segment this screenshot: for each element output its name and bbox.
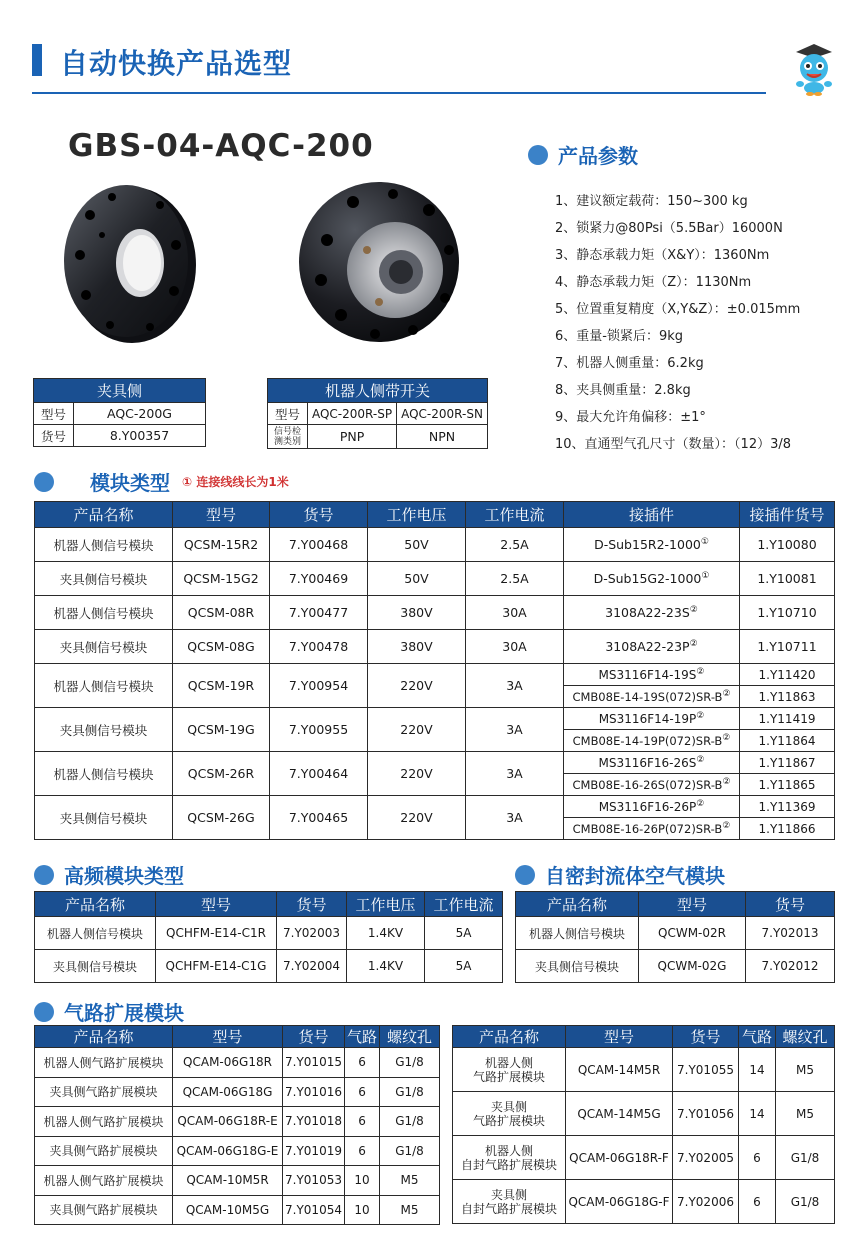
table-cell: QCSM-26G xyxy=(173,796,270,840)
robot-side-caption: 机器人侧带开关 xyxy=(268,379,488,403)
table-cell: 机器人侧信号模块 xyxy=(35,752,173,796)
table-cell: M5 xyxy=(776,1092,835,1136)
table-cell: 7.Y02004 xyxy=(277,950,347,983)
table-cell: 夹具侧信号模块 xyxy=(35,562,173,596)
table-cell: 机器人侧信号模块 xyxy=(516,917,639,950)
table-cell: 7.Y02013 xyxy=(746,917,835,950)
table-cell: 7.Y00465 xyxy=(270,796,368,840)
table-cell: 3A xyxy=(466,664,564,708)
table-cell: G1/8 xyxy=(776,1180,835,1224)
table-cell xyxy=(564,774,740,796)
product-name-line1: 机器人侧 xyxy=(484,1055,533,1070)
product-name-line2: 自封气路扩展模块 xyxy=(460,1157,557,1172)
product-name-line1: 夹具侧 xyxy=(490,1187,527,1202)
bullet-dot-icon xyxy=(34,865,54,885)
table-cell: M5 xyxy=(776,1048,835,1092)
table-cell: 1.Y11369 xyxy=(740,796,835,818)
table-cell: QCAM-06G18R-E xyxy=(173,1107,283,1137)
table-row xyxy=(35,752,835,774)
title-divider xyxy=(32,92,766,94)
table-cell: QCWM-02G xyxy=(639,950,746,983)
table-cell: 3A xyxy=(466,708,564,752)
table-cell: 夹具侧气路扩展模块 xyxy=(35,1136,173,1166)
table-cell: 7.Y02005 xyxy=(673,1136,739,1180)
table-cell xyxy=(564,562,740,596)
col-header: 货号 xyxy=(673,1026,739,1048)
table-cell: 6 xyxy=(345,1077,380,1107)
col-header: 工作电压 xyxy=(368,502,466,528)
table-row xyxy=(453,1180,835,1224)
table-cell: G1/8 xyxy=(380,1136,440,1166)
col-header: 气路 xyxy=(345,1026,380,1048)
table-cell: 220V xyxy=(368,708,466,752)
mascot-logo-icon xyxy=(788,40,840,96)
table-cell: 30A xyxy=(466,596,564,630)
footnote-mark: ② xyxy=(696,755,705,765)
module-note: ① 连接线线长为1米 xyxy=(182,475,289,489)
table-cell: 机器人侧信号模块 xyxy=(35,664,173,708)
table-cell: PNP xyxy=(308,425,397,449)
table-cell: G1/8 xyxy=(776,1136,835,1180)
table-row xyxy=(453,1092,835,1136)
table-cell: 1.Y10081 xyxy=(740,562,835,596)
table-row xyxy=(453,1136,835,1180)
table-cell xyxy=(564,664,740,686)
table-cell: 机器人侧信号模块 xyxy=(35,596,173,630)
product-name-line2: 气路扩展模块 xyxy=(472,1069,545,1084)
product-name-line1: 机器人侧 xyxy=(484,1143,533,1158)
table-cell: 夹具侧信号模块 xyxy=(516,950,639,983)
col-header: 产品名称 xyxy=(35,502,173,528)
col-header: 工作电压 xyxy=(347,892,425,917)
robot-side-table xyxy=(267,378,488,449)
table-cell: 1.Y10080 xyxy=(740,528,835,562)
table-cell: 220V xyxy=(368,752,466,796)
table-cell: 6 xyxy=(739,1136,776,1180)
table-row xyxy=(35,950,503,983)
table-cell: 7.Y00955 xyxy=(270,708,368,752)
footnote-mark: ② xyxy=(722,821,731,832)
table-cell: 3A xyxy=(466,752,564,796)
table-cell xyxy=(268,425,308,449)
params-title: 产品参数 xyxy=(558,144,638,168)
table-row xyxy=(516,950,835,983)
title-accent-bar xyxy=(32,44,42,76)
col-header: 工作电流 xyxy=(425,892,503,917)
table-cell: 机器人侧信号模块 xyxy=(35,917,156,950)
connector-name: CMB08E-14-19S(072)SR-B xyxy=(572,689,723,704)
table-cell: 30A xyxy=(466,630,564,664)
product-name-line1: 夹具侧 xyxy=(490,1099,527,1114)
col-header: 接插件 xyxy=(564,502,740,528)
footnote-mark: ② xyxy=(689,638,698,649)
table-cell: 机器人侧气路扩展模块 xyxy=(35,1048,173,1078)
footnote-mark: ② xyxy=(696,799,705,809)
table-cell: QCWM-02R xyxy=(639,917,746,950)
table-cell xyxy=(564,796,740,818)
table-row xyxy=(35,917,503,950)
col-header: 型号 xyxy=(639,892,746,917)
table-cell: QCSM-19R xyxy=(173,664,270,708)
table-row xyxy=(35,1048,440,1078)
col-header: 型号 xyxy=(173,502,270,528)
table-cell: QCHFM-E14-C1R xyxy=(156,917,277,950)
params-list xyxy=(555,188,800,458)
product-name-line2: 气路扩展模块 xyxy=(472,1113,545,1128)
table-cell: 机器人侧气路扩展模块 xyxy=(35,1107,173,1137)
table-cell: 夹具侧信号模块 xyxy=(35,796,173,840)
param-item: 7、机器人侧重量：6.2kg xyxy=(555,356,704,371)
table-row xyxy=(35,630,835,664)
connector-name: MS3116F14-19P xyxy=(598,712,697,726)
table-cell: M5 xyxy=(380,1195,440,1225)
fluid-table xyxy=(515,891,835,983)
page-title: 自动快换产品选型 xyxy=(60,47,293,80)
table-cell xyxy=(564,596,740,630)
params-heading xyxy=(528,140,638,169)
table-cell: 1.4KV xyxy=(347,917,425,950)
table-row xyxy=(35,562,835,596)
table-cell: 50V xyxy=(368,528,466,562)
table-cell: AQC-200R-SP xyxy=(308,403,397,425)
table-cell: 7.Y02006 xyxy=(673,1180,739,1224)
table-cell: 7.Y00477 xyxy=(270,596,368,630)
table-cell: 7.Y01018 xyxy=(283,1107,345,1137)
table-cell: 7.Y00954 xyxy=(270,664,368,708)
table-cell: G1/8 xyxy=(380,1107,440,1137)
module-table xyxy=(34,501,835,840)
col-header: 螺纹孔 xyxy=(776,1026,835,1048)
table-cell: G1/8 xyxy=(380,1077,440,1107)
param-item: 4、静态承载力矩（Z）：1130Nm xyxy=(555,275,752,290)
table-row xyxy=(35,528,835,562)
table-row xyxy=(35,1195,440,1225)
param-item: 10、直通型气孔尺寸（数量）：（12）3/8 xyxy=(555,437,792,452)
table-cell: 5A xyxy=(425,917,503,950)
signal-label-line1: 信号检 xyxy=(273,426,301,437)
hf-heading xyxy=(34,860,184,889)
table-cell: 7.Y01054 xyxy=(283,1195,345,1225)
table-cell: QCSM-15R2 xyxy=(173,528,270,562)
footnote-mark: ② xyxy=(696,711,705,721)
table-cell: QCAM-14M5R xyxy=(566,1048,673,1092)
table-cell xyxy=(564,708,740,730)
table-cell: QCAM-06G18R xyxy=(173,1048,283,1078)
table-cell: 220V xyxy=(368,664,466,708)
table-cell: QCSM-19G xyxy=(173,708,270,752)
table-cell xyxy=(564,730,740,752)
footnote-mark: ② xyxy=(696,667,705,677)
table-cell: 型号 xyxy=(34,403,74,425)
table-cell: 14 xyxy=(739,1092,776,1136)
table-cell: 1.Y11419 xyxy=(740,708,835,730)
table-cell: 夹具侧气路扩展模块 xyxy=(35,1195,173,1225)
table-cell: 1.Y11866 xyxy=(740,818,835,840)
table-cell: QCAM-06G18G-F xyxy=(566,1180,673,1224)
table-row xyxy=(35,708,835,730)
tool-side-table xyxy=(33,378,206,447)
table-cell: 7.Y00464 xyxy=(270,752,368,796)
param-item: 2、锁紧力@80Psi（5.5Bar）16000N xyxy=(555,221,783,236)
table-cell: 6 xyxy=(345,1107,380,1137)
table-cell: 1.Y11863 xyxy=(740,686,835,708)
col-header: 螺纹孔 xyxy=(380,1026,440,1048)
table-row xyxy=(35,1107,440,1137)
table-cell: QCHFM-E14-C1G xyxy=(156,950,277,983)
table-cell: QCAM-14M5G xyxy=(566,1092,673,1136)
table-cell: 1.4KV xyxy=(347,950,425,983)
table-cell: QCAM-06G18G xyxy=(173,1077,283,1107)
connector-name: MS3116F14-19S xyxy=(598,668,697,682)
fluid-heading xyxy=(515,860,725,889)
table-cell: 10 xyxy=(345,1166,380,1196)
table-cell: 7.Y01019 xyxy=(283,1136,345,1166)
connector-name: 3108A22-23P xyxy=(605,639,690,655)
connector-name: D-Sub15G2-1000 xyxy=(593,571,702,587)
table-cell: 7.Y02012 xyxy=(746,950,835,983)
table-row xyxy=(453,1048,835,1092)
table-cell xyxy=(453,1136,566,1180)
module-heading xyxy=(34,467,289,496)
connector-name: MS3116F16-26S xyxy=(598,756,697,770)
table-cell: QCAM-06G18R-F xyxy=(566,1136,673,1180)
air-table-left xyxy=(34,1025,440,1225)
connector-name: CMB08E-16-26S(072)SR-B xyxy=(572,777,723,792)
table-cell: 14 xyxy=(739,1048,776,1092)
table-cell: 2.5A xyxy=(466,528,564,562)
air-table-right xyxy=(452,1025,835,1224)
connector-name: CMB08E-14-19P(072)SR-B xyxy=(572,733,723,748)
table-cell: 7.Y01056 xyxy=(673,1092,739,1136)
col-header: 货号 xyxy=(270,502,368,528)
connector-name: MS3116F16-26P xyxy=(598,800,697,814)
table-cell: 7.Y01055 xyxy=(673,1048,739,1092)
table-cell: 夹具侧气路扩展模块 xyxy=(35,1077,173,1107)
module-title: 模块类型 xyxy=(90,471,170,495)
table-cell: 7.Y00468 xyxy=(270,528,368,562)
col-header: 产品名称 xyxy=(516,892,639,917)
table-cell: 7.Y01015 xyxy=(283,1048,345,1078)
table-row xyxy=(35,664,835,686)
table-cell: 7.Y01016 xyxy=(283,1077,345,1107)
table-cell: 7.Y01053 xyxy=(283,1166,345,1196)
table-cell: 380V xyxy=(368,630,466,664)
table-cell: 夹具侧信号模块 xyxy=(35,950,156,983)
footnote-mark: ① xyxy=(700,536,709,547)
table-cell: 1.Y10711 xyxy=(740,630,835,664)
footnote-mark: ② xyxy=(722,689,731,700)
bullet-dot-icon xyxy=(515,865,535,885)
table-cell: QCAM-10M5G xyxy=(173,1195,283,1225)
table-row xyxy=(35,1136,440,1166)
table-cell xyxy=(564,752,740,774)
hf-table xyxy=(34,891,503,983)
table-cell: 1.Y11420 xyxy=(740,664,835,686)
table-cell: 7.Y02003 xyxy=(277,917,347,950)
table-cell: QCAM-06G18G-E xyxy=(173,1136,283,1166)
connector-name: D-Sub15R2-1000 xyxy=(594,537,701,553)
table-cell: 10 xyxy=(345,1195,380,1225)
table-cell: 1.Y11865 xyxy=(740,774,835,796)
table-cell: 1.Y11867 xyxy=(740,752,835,774)
table-cell: 220V xyxy=(368,796,466,840)
table-row xyxy=(35,596,835,630)
table-cell: G1/8 xyxy=(380,1048,440,1078)
robot-side-photo-icon xyxy=(297,180,462,345)
col-header: 产品名称 xyxy=(35,892,156,917)
table-cell: 2.5A xyxy=(466,562,564,596)
table-cell: AQC-200R-SN xyxy=(397,403,488,425)
table-cell xyxy=(453,1048,566,1092)
table-cell: QCSM-08G xyxy=(173,630,270,664)
footnote-mark: ① xyxy=(701,570,710,581)
table-cell: 夹具侧信号模块 xyxy=(35,708,173,752)
param-item: 6、重量-锁紧后：9kg xyxy=(555,329,684,344)
table-row xyxy=(35,796,835,818)
param-item: 5、位置重复精度（X,Y&Z）：±0.015mm xyxy=(555,302,801,317)
footnote-mark: ② xyxy=(722,733,731,744)
table-cell: 1.Y11864 xyxy=(740,730,835,752)
table-cell: AQC-200G xyxy=(74,403,206,425)
col-header: 产品名称 xyxy=(35,1026,173,1048)
table-cell: 1.Y10710 xyxy=(740,596,835,630)
table-cell: 50V xyxy=(368,562,466,596)
tool-side-caption: 夹具侧 xyxy=(34,379,206,403)
col-header: 型号 xyxy=(173,1026,283,1048)
bullet-dot-icon xyxy=(34,1002,54,1022)
table-row xyxy=(516,917,835,950)
table-cell: 3A xyxy=(466,796,564,840)
table-cell xyxy=(453,1092,566,1136)
table-cell: 机器人侧气路扩展模块 xyxy=(35,1166,173,1196)
param-item: 8、夹具侧重量：2.8kg xyxy=(555,383,691,398)
table-cell: 型号 xyxy=(268,403,308,425)
signal-label-line2: 测类别 xyxy=(273,436,301,447)
table-cell: QCSM-26R xyxy=(173,752,270,796)
table-cell: M5 xyxy=(380,1166,440,1196)
footnote-mark: ② xyxy=(689,604,698,615)
table-cell xyxy=(564,686,740,708)
table-cell: QCSM-15G2 xyxy=(173,562,270,596)
table-cell: NPN xyxy=(397,425,488,449)
col-header: 货号 xyxy=(746,892,835,917)
table-cell xyxy=(564,818,740,840)
table-cell: 6 xyxy=(739,1180,776,1224)
footnote-mark: ② xyxy=(722,777,731,788)
table-cell: 380V xyxy=(368,596,466,630)
col-header: 工作电流 xyxy=(466,502,564,528)
table-cell xyxy=(564,630,740,664)
air-heading xyxy=(34,997,184,1026)
table-cell: 货号 xyxy=(34,425,74,447)
col-header: 气路 xyxy=(739,1026,776,1048)
product-name-line2: 自封气路扩展模块 xyxy=(460,1201,557,1216)
model-title: GBS-04-AQC-200 xyxy=(68,128,374,164)
col-header: 型号 xyxy=(566,1026,673,1048)
air-title: 气路扩展模块 xyxy=(64,1001,184,1025)
col-header: 产品名称 xyxy=(453,1026,566,1048)
table-cell: 6 xyxy=(345,1136,380,1166)
bullet-dot-icon xyxy=(34,472,54,492)
col-header: 货号 xyxy=(277,892,347,917)
param-item: 9、最大允许角偏移：±1° xyxy=(555,410,706,425)
table-row xyxy=(35,1077,440,1107)
col-header: 货号 xyxy=(283,1026,345,1048)
table-row xyxy=(35,1166,440,1196)
table-cell: QCAM-10M5R xyxy=(173,1166,283,1196)
col-header: 接插件货号 xyxy=(740,502,835,528)
table-cell xyxy=(564,528,740,562)
table-cell: 5A xyxy=(425,950,503,983)
table-cell: 6 xyxy=(345,1048,380,1078)
table-cell: 8.Y00357 xyxy=(74,425,206,447)
hf-title: 高频模块类型 xyxy=(64,864,184,888)
param-item: 1、建议额定载荷：150~300 kg xyxy=(555,194,748,209)
connector-name: CMB08E-16-26P(072)SR-B xyxy=(572,821,723,836)
col-header: 型号 xyxy=(156,892,277,917)
bullet-dot-icon xyxy=(528,145,548,165)
table-cell xyxy=(453,1180,566,1224)
tool-side-photo-icon xyxy=(50,175,200,345)
table-cell: 7.Y00478 xyxy=(270,630,368,664)
table-cell: 机器人侧信号模块 xyxy=(35,528,173,562)
table-cell: QCSM-08R xyxy=(173,596,270,630)
param-item: 3、静态承载力矩（X&Y）：1360Nm xyxy=(555,248,770,263)
fluid-title: 自密封流体空气模块 xyxy=(545,864,725,888)
table-cell: 7.Y00469 xyxy=(270,562,368,596)
connector-name: 3108A22-23S xyxy=(605,605,690,621)
table-cell: 夹具侧信号模块 xyxy=(35,630,173,664)
